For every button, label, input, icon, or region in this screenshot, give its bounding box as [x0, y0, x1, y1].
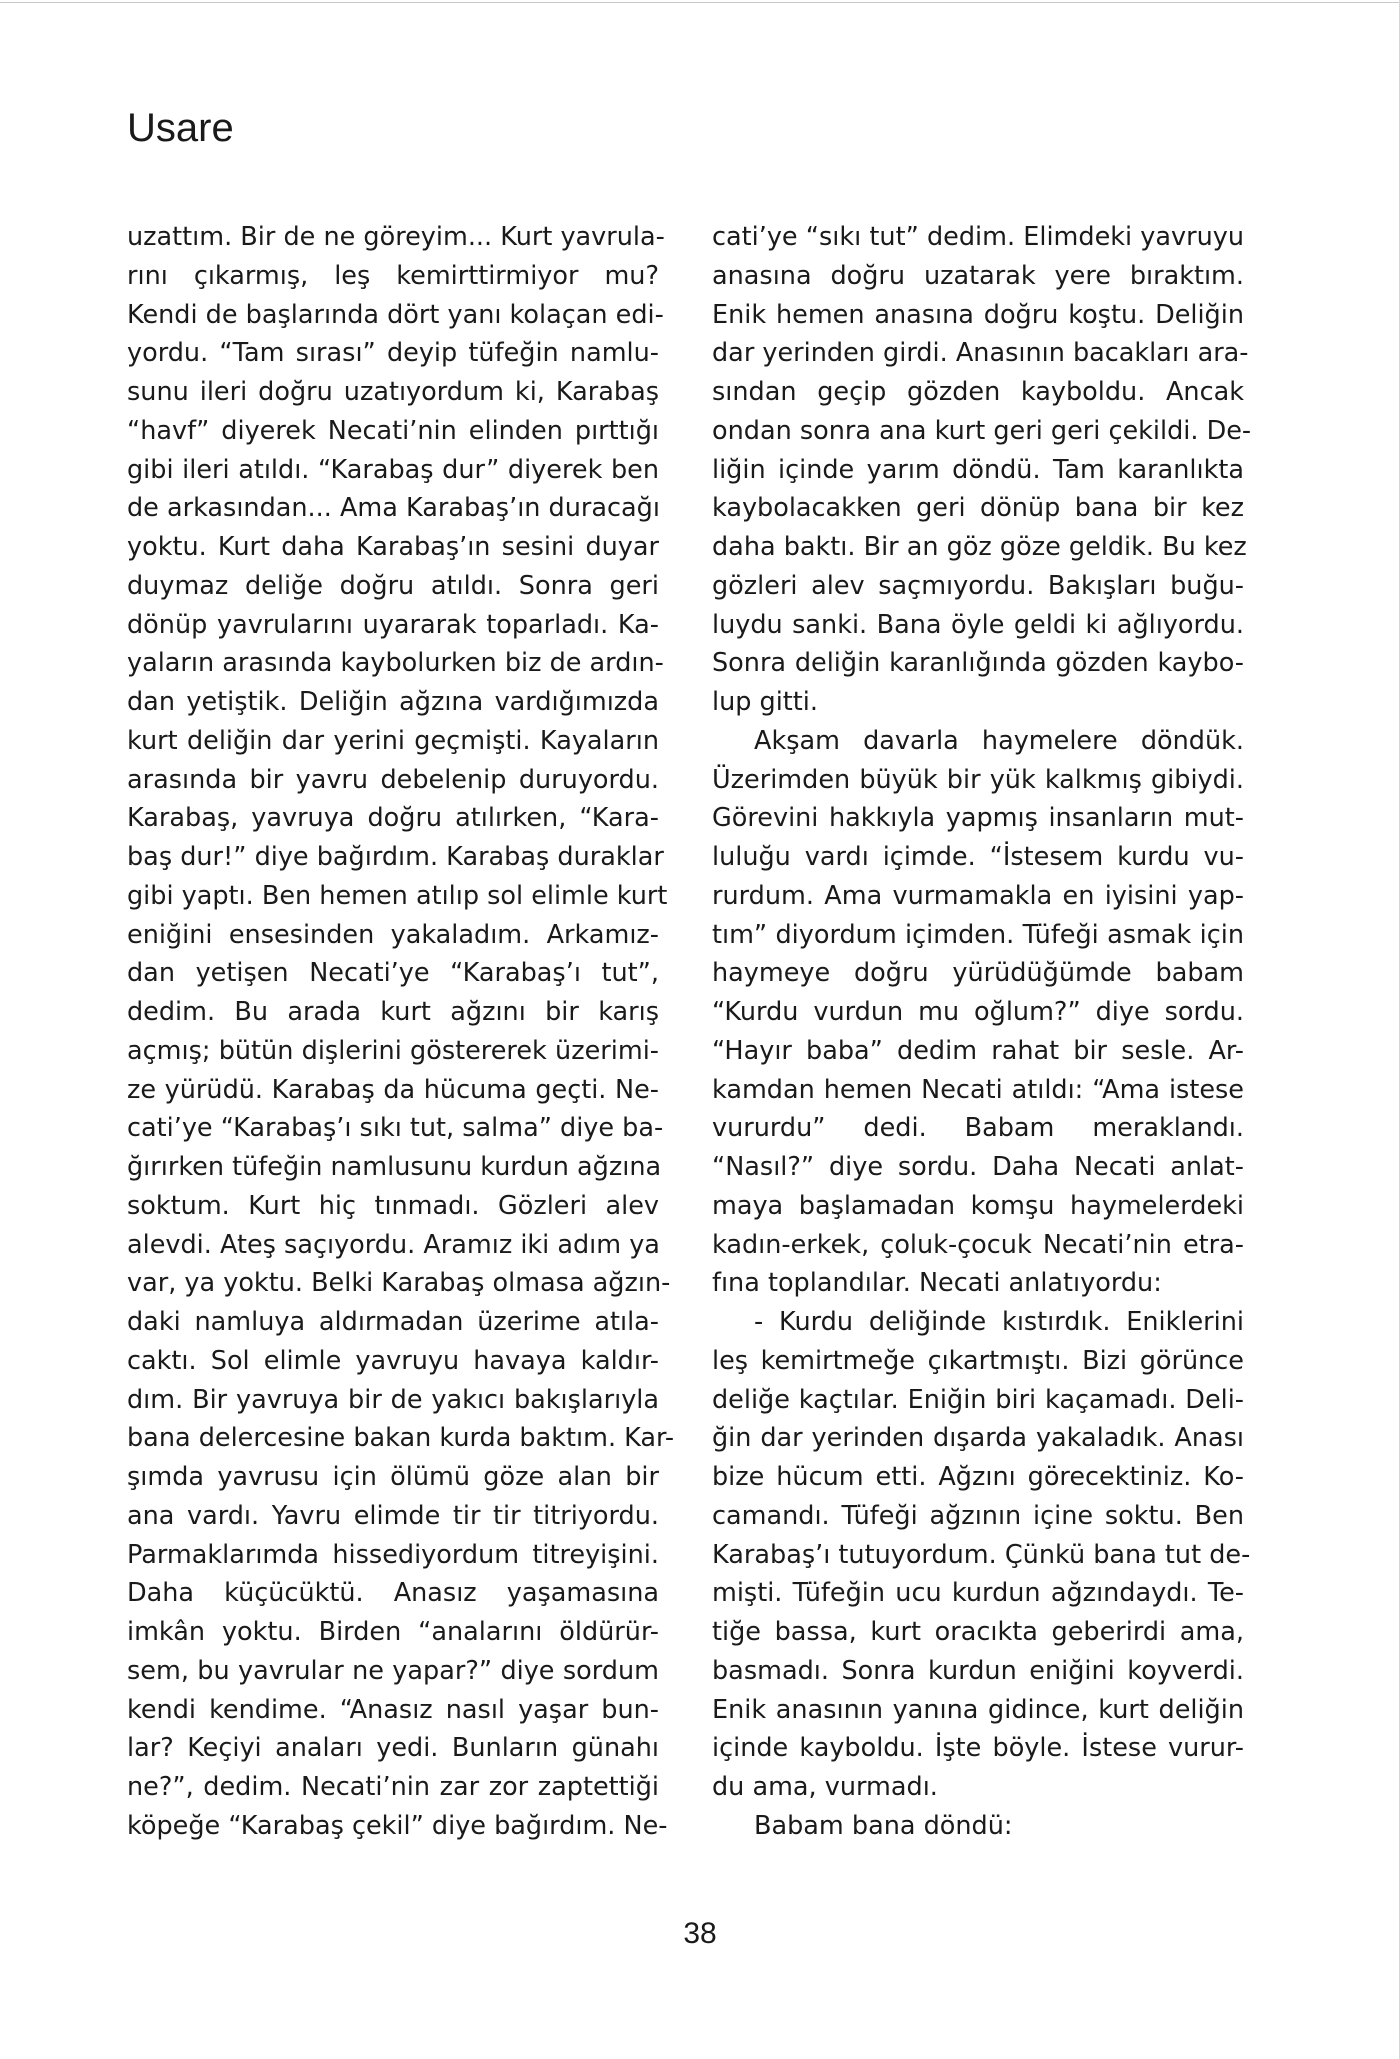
- text-line: dönüp yavrularını uyararak toparladı. Ka-: [127, 609, 659, 640]
- text-line: du ama, vurmadı.: [712, 1772, 938, 1802]
- text-line: Kendi de başlarında dört yanı kolaçan edi-: [127, 299, 664, 330]
- text-line: şımda yavrusu için ölümü göze alan bir: [127, 1462, 659, 1492]
- text-line: kadın-erkek, çoluk-çocuk Necati’nin etra-: [712, 1229, 1244, 1260]
- text-line: var, ya yoktu. Belki Karabaş olmasa ağzın-: [127, 1268, 671, 1299]
- page-number: 38: [683, 1917, 717, 1950]
- text-line: uzattım. Bir de ne göreyim... Kurt yavrula-: [127, 222, 665, 252]
- text-line: gözleri alev saçmıyordu. Bakışları buğu-: [712, 570, 1244, 601]
- text-line: caktı. Sol elimle yavruyu havaya kaldır-: [127, 1345, 659, 1376]
- text-line: “Kurdu vurdun mu oğlum?” diye sordu.: [712, 997, 1244, 1027]
- text-column-right: [712, 218, 1252, 1846]
- text-line: Görevini hakkıyla yapmış insanların mut-: [712, 803, 1244, 834]
- text-line: dan yetişen Necati’ye “Karabaş’ı tut”,: [127, 958, 659, 989]
- text-line: kurt deliğin dar yerini geçmişti. Kayaların: [127, 725, 659, 756]
- text-line: ondan sonra ana kurt geri geri çekildi. De-: [712, 415, 1252, 446]
- text-line: ne?”, dedim. Necati’nin zar zor zaptettiği: [127, 1772, 659, 1802]
- text-line: Karabaş’ı tutuyordum. Çünkü bana tut de-: [712, 1539, 1251, 1570]
- text-line: Enik hemen anasına doğru koştu. Deliğin: [712, 299, 1244, 330]
- text-line: soktum. Kurt hiç tınmadı. Gözleri alev: [127, 1190, 659, 1221]
- text-line: Daha küçücüktü. Anasız yaşamasına: [127, 1578, 659, 1609]
- text-line: arasında bir yavru debelenip duruyordu.: [127, 764, 659, 795]
- text-line: içinde kayboldu. İşte böyle. İstese vurur-: [712, 1733, 1244, 1764]
- text-line: - Kurdu deliğinde kıstırdık. Eniklerini: [754, 1307, 1244, 1337]
- text-line: tiğe bassa, kurt oracıkta geberirdi ama,: [712, 1617, 1244, 1647]
- running-header-title: Usare: [127, 106, 234, 150]
- text-line: luluğu vardı içimde. “İstesem kurdu vu-: [712, 842, 1244, 872]
- text-line: ze yürüdü. Karabaş da hücuma geçti. Ne-: [127, 1074, 659, 1105]
- text-line: basmadı. Sonra kurdun eniğini koyverdi.: [712, 1655, 1244, 1686]
- text-line: vururdu” dedi. Babam meraklandı.: [712, 1113, 1244, 1144]
- text-line: bana delercesine bakan kurda baktım. Kar-: [127, 1423, 675, 1454]
- text-line: luydu sanki. Bana öyle geldi ki ağlıyordu.: [712, 609, 1244, 640]
- text-line: Üzerimden büyük bir yük kalkmış gibiydi.: [712, 764, 1244, 795]
- text-line: “Hayır baba” dedim rahat bir sesle. Ar-: [712, 1035, 1244, 1066]
- text-line: “Nasıl?” diye sordu. Daha Necati anlat-: [712, 1152, 1244, 1182]
- text-line: anasına doğru uzatarak yere bıraktım.: [712, 260, 1244, 291]
- text-line: imkân yoktu. Birden “analarını öldürür-: [127, 1617, 659, 1647]
- text-line: gibi yaptı. Ben hemen atılıp sol elimle kurt: [127, 880, 668, 911]
- text-line: sından geçip gözden kayboldu. Ancak: [712, 377, 1244, 407]
- text-line: camandı. Tüfeği ağzının içine soktu. Ben: [712, 1500, 1244, 1531]
- text-line: haymeye doğru yürüdüğümde babam: [712, 958, 1244, 989]
- text-line: kendi kendime. “Anasız nasıl yaşar bun-: [127, 1694, 659, 1725]
- text-line: “havf” diyerek Necati’nin elinden pırttığı: [127, 415, 659, 446]
- text-line: eniğini ensesinden yakaladım. Arkamız-: [127, 919, 659, 950]
- text-line: Sonra deliğin karanlığında gözden kaybo-: [712, 648, 1244, 679]
- text-line: yoktu. Kurt daha Karabaş’ın sesini duyar: [127, 532, 659, 562]
- text-line: ğırırken tüfeğin namlusunu kurdun ağzına: [127, 1152, 662, 1182]
- text-line: ğin dar yerinden dışarda yakaladık. Anası: [712, 1423, 1244, 1454]
- text-line: fına toplandılar. Necati anlatıyordu:: [712, 1268, 1162, 1299]
- text-line: bize hücum etti. Ağzını görecektiniz. Ko-: [712, 1462, 1244, 1492]
- text-line: rını çıkarmış, leş kemirttirmiyor mu?: [127, 260, 659, 291]
- text-line: cati’ye “sıkı tut” dedim. Elimdeki yavruyu: [712, 222, 1244, 252]
- text-line: Karabaş, yavruya doğru atılırken, “Kara-: [127, 803, 659, 834]
- text-line: maya başlamadan komşu haymelerdeki: [712, 1190, 1244, 1221]
- text-line: Babam bana döndü:: [754, 1810, 1013, 1841]
- text-line: de arkasından... Ama Karabaş’ın duracağı: [127, 493, 660, 524]
- text-line: açmış; bütün dişlerini göstererek üzerimi-: [127, 1035, 659, 1066]
- text-line: deliğe kaçtılar. Eniğin biri kaçamadı. Deli-: [712, 1384, 1244, 1415]
- text-line: köpeğe “Karabaş çekil” diye bağırdım. Ne-: [127, 1810, 668, 1841]
- text-line: kamdan hemen Necati atıldı: “Ama istese: [712, 1074, 1244, 1105]
- text-line: liğin içinde yarım döndü. Tam karanlıkta: [712, 454, 1244, 485]
- text-line: duymaz deliğe doğru atıldı. Sonra geri: [127, 570, 659, 601]
- text-line: sem, bu yavrular ne yapar?” diye sordum: [127, 1655, 659, 1686]
- text-line: Akşam davarla haymelere döndük.: [754, 725, 1244, 756]
- text-line: lup gitti.: [712, 687, 818, 717]
- text-line: sunu ileri doğru uzatıyordum ki, Karabaş: [127, 377, 659, 407]
- text-line: kaybolacakken geri dönüp bana bir kez: [712, 493, 1244, 524]
- text-line: Parmaklarımda hissediyordum titreyişini.: [127, 1539, 659, 1570]
- text-line: Enik anasının yanına gidince, kurt deliğin: [712, 1694, 1244, 1725]
- text-line: alevdi. Ateş saçıyordu. Aramız iki adım ya: [127, 1229, 660, 1260]
- text-line: baş dur!” diye bağırdım. Karabaş duraklar: [127, 842, 664, 872]
- text-line: yaların arasında kaybolurken biz de ardın-: [127, 648, 664, 679]
- text-line: dım. Bir yavruya bir de yakıcı bakışlarıyla: [127, 1384, 659, 1415]
- text-line: tım” diyordum içimden. Tüfeği asmak için: [712, 919, 1244, 950]
- text-line: dedim. Bu arada kurt ağzını bir karış: [127, 997, 659, 1027]
- text-line: daha baktı. Bir an göz göze geldik. Bu kez: [712, 532, 1247, 562]
- top-border: [0, 2, 1400, 3]
- text-line: mişti. Tüfeğin ucu kurdun ağzındaydı. Te-: [712, 1578, 1244, 1609]
- text-line: lar? Keçiyi anaları yedi. Bunların günahı: [127, 1733, 659, 1764]
- text-line: dan yetiştik. Deliğin ağzına vardığımızda: [127, 687, 659, 717]
- text-line: ana vardı. Yavru elimde tir tir titriyordu.: [127, 1500, 659, 1531]
- text-line: leş kemirtmeğe çıkartmıştı. Bizi görünce: [712, 1345, 1244, 1376]
- text-line: rurdum. Ama vurmamakla en iyisini yap-: [712, 880, 1244, 911]
- text-column-left: [127, 218, 675, 1846]
- text-line: gibi ileri atıldı. “Karabaş dur” diyerek ben: [127, 454, 659, 485]
- text-line: daki namluya aldırmadan üzerime atıla-: [127, 1307, 659, 1337]
- text-line: yordu. “Tam sırası” deyip tüfeğin namlu-: [127, 338, 659, 369]
- text-line: dar yerinden girdi. Anasının bacakları ara-: [712, 338, 1249, 369]
- text-line: cati’ye “Karabaş’ı sıkı tut, salma” diye ba-: [127, 1113, 664, 1144]
